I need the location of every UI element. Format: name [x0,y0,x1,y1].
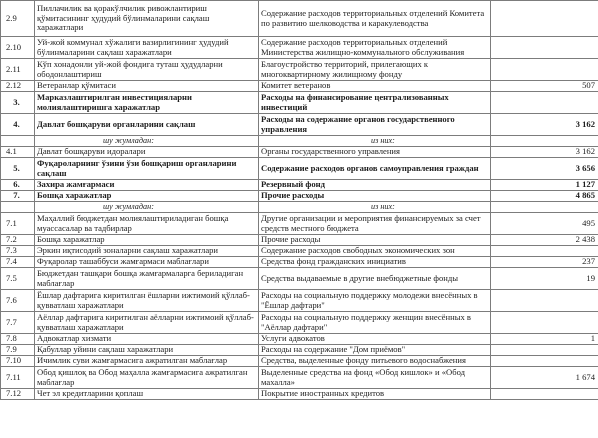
row-name-ru: из них: [259,136,491,147]
row-name-uz: Фуқаролар ташаббуси жамғармаси маблағлари [35,257,259,268]
table-row [1,356,598,367]
section-row [1,180,598,191]
row-name-ru: Благоустройство территорий, прилегающих к многоквартирному жилищному фонду [259,59,491,81]
row-code: 2.12 [1,81,35,92]
table-row [1,81,598,92]
table-row [1,1,598,37]
row-name-ru: Расходы на социальную поддержку женщин внесённых в "Аёллар дафтари" [259,312,491,334]
row-name-ru: Резервный фонд [259,180,491,191]
row-amount [491,312,598,334]
row-amount [491,246,598,257]
row-name-uz: Аёллар дафтарига киритилган аёлларни ижтимоий қўллаб-қувватлаш харажатлари [35,312,259,334]
row-code: 7.7 [1,312,35,334]
row-amount [491,59,598,81]
row-amount [491,37,598,59]
row-amount: 4 865 [491,191,598,202]
table-row [1,290,598,312]
row-name-uz: Давлат бошқаруви идоралари [35,147,259,158]
subheading-row [1,202,598,213]
budget-table-body [1,1,598,400]
row-name-ru: Расходы на содержание органов государственного управления [259,114,491,136]
subheading-row [1,136,598,147]
table-row [1,235,598,246]
row-name-ru: Прочие расходы [259,235,491,246]
row-name-uz: Қабуллар уйини сақлаш харажатлари [35,345,259,356]
row-name-ru: Средства выдаваемые в другие внебюджетные фонды [259,268,491,290]
table-row [1,59,598,81]
row-code: 7.2 [1,235,35,246]
row-amount [491,1,598,37]
row-name-uz: Бошқа харажатлар [35,191,259,202]
table-row [1,268,598,290]
row-name-uz: Уй-жой коммунал хўжалиги вазирлигининг ҳудудий бўлинмаларини сақлаш харажатлари [35,37,259,59]
row-name-ru: Прочие расходы [259,191,491,202]
row-name-uz: Ичимлик суви жамғармасига ажратилган маблағлар [35,356,259,367]
row-amount [491,136,598,147]
row-name-uz: Пиллачилик ва қоракўлчилик ривожлантириш қўмитасининг ҳудудий бўлинмаларини сақлаш харажатлари [35,1,259,37]
table-row [1,367,598,389]
row-amount: 3 656 [491,158,598,180]
row-name-uz: шу жумладан: [35,202,259,213]
row-code: 3. [1,92,35,114]
row-name-ru: Органы государственного управления [259,147,491,158]
row-code: 4.1 [1,147,35,158]
table-row [1,37,598,59]
table-row [1,389,598,400]
section-row [1,158,598,180]
row-name-uz: Обод қишлоқ ва Обод маҳалла жамғармасига ажратилган маблағлар [35,367,259,389]
table-row [1,312,598,334]
section-row [1,114,598,136]
row-amount: 507 [491,81,598,92]
row-code: 7.4 [1,257,35,268]
row-name-ru: Выделенные средства на фонд «Обод кишлок» и «Обод махалла» [259,367,491,389]
row-code: 4. [1,114,35,136]
row-code: 7.9 [1,345,35,356]
row-amount: 3 162 [491,147,598,158]
row-code: 5. [1,158,35,180]
row-name-ru: из них: [259,202,491,213]
row-amount: 495 [491,213,598,235]
row-name-ru: Покрытие иностранных кредитов [259,389,491,400]
row-amount [491,345,598,356]
table-row [1,213,598,235]
row-name-ru: Расходы на содержание "Дом приёмов" [259,345,491,356]
row-code: 6. [1,180,35,191]
row-name-ru: Комитет ветеранов [259,81,491,92]
row-code: 7.1 [1,213,35,235]
row-code: 7.12 [1,389,35,400]
row-code: 2.11 [1,59,35,81]
row-amount: 237 [491,257,598,268]
row-name-uz: Марказлаштирилган инвестицияларни молиялаштиришга харажатлар [35,92,259,114]
table-row [1,246,598,257]
section-row [1,191,598,202]
section-row [1,92,598,114]
row-name-uz: Давлат бошқаруви органларини сақлаш [35,114,259,136]
row-code: 7.3 [1,246,35,257]
row-code [1,202,35,213]
row-name-uz: шу жумладан: [35,136,259,147]
row-amount: 1 674 [491,367,598,389]
row-amount: 3 162 [491,114,598,136]
row-code [1,136,35,147]
row-name-uz: Ветеранлар қўмитаси [35,81,259,92]
row-name-ru: Расходы на финансирование централизованных инвестиций [259,92,491,114]
table-row [1,334,598,345]
row-code: 7.6 [1,290,35,312]
row-name-ru: Содержание расходов свободных экономических зон [259,246,491,257]
row-amount [491,290,598,312]
row-amount: 1 [491,334,598,345]
row-name-uz: Кўп хонадонли уй-жой фондига туташ ҳудудларни ободонлаштириш [35,59,259,81]
row-amount: 19 [491,268,598,290]
table-row [1,345,598,356]
row-code: 2.10 [1,37,35,59]
row-amount [491,389,598,400]
row-name-uz: Фуқароларнинг ўзини ўзи бошқариш органларини сақлаш [35,158,259,180]
row-name-uz: Захира жамғармаси [35,180,259,191]
row-name-ru: Расходы на социальную поддержку молодежи внесённых в "Ёшлар дафтари" [259,290,491,312]
row-name-ru: Средства, выделенные фонду питьевого водоснабжения [259,356,491,367]
row-amount: 1 127 [491,180,598,191]
row-code: 7.11 [1,367,35,389]
row-code: 7.8 [1,334,35,345]
row-code: 7.5 [1,268,35,290]
row-name-uz: Эркин иқтисодий зоналарни сақлаш харажатлари [35,246,259,257]
table-row [1,147,598,158]
row-name-ru: Средства фонд гражданских инициатив [259,257,491,268]
row-name-uz: Бошқа харажатлар [35,235,259,246]
row-name-ru: Содержание расходов органов самоуправления граждан [259,158,491,180]
row-name-uz: Адвокатлар хизмати [35,334,259,345]
row-name-uz: Чет эл кредитларини қоплаш [35,389,259,400]
table-row [1,257,598,268]
row-code: 7. [1,191,35,202]
row-code: 2.9 [1,1,35,37]
row-name-ru: Содержание расходов территориальных отделений Министерства жилищно-коммунального обслуживания [259,37,491,59]
row-name-uz: Маҳаллий бюджетдан молиялаштириладиган бошқа муассасалар ва тадбирлар [35,213,259,235]
row-amount: 2 438 [491,235,598,246]
row-name-ru: Другие организации и мероприятия финансируемых за счет средств местного бюджета [259,213,491,235]
row-name-ru: Услуги адвокатов [259,334,491,345]
row-name-ru: Содержание расходов территориальных отделений Комитета по развитию шелководства и каракулеводства [259,1,491,37]
row-amount [491,356,598,367]
row-amount [491,92,598,114]
row-amount [491,202,598,213]
row-name-uz: Ёшлар дафтарига киритилган ёшларни ижтимоий қўллаб-қувватлаш харажатлари [35,290,259,312]
row-name-uz: Бюджетдан ташқари бошқа жамғармаларга бериладиган маблағлар [35,268,259,290]
row-code: 7.10 [1,356,35,367]
